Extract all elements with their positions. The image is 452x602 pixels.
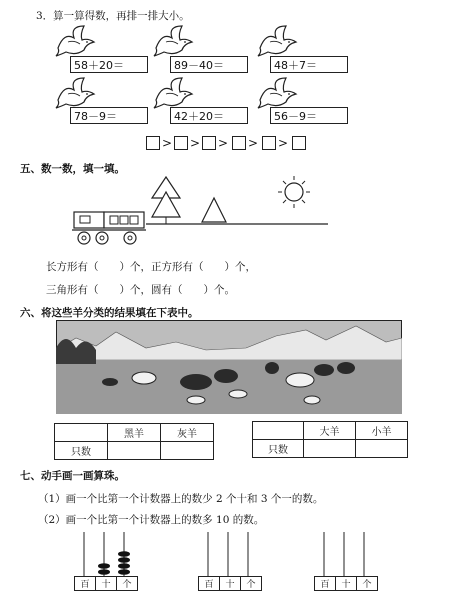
dove-icon bbox=[152, 76, 194, 110]
abacus-bead bbox=[98, 569, 110, 575]
table-header-empty bbox=[253, 422, 304, 440]
equation-box[interactable]: 56－9＝ bbox=[270, 107, 348, 124]
greater-than-sign: > bbox=[278, 136, 289, 150]
abacus-counter-1 bbox=[74, 530, 138, 592]
abacus-counter-2[interactable] bbox=[198, 530, 262, 592]
q6-title: 六、将这些羊分类的结果填在下表中。 bbox=[20, 307, 199, 319]
answer-box[interactable] bbox=[262, 136, 276, 150]
ones-label: 个 bbox=[246, 580, 256, 590]
abacus-bead bbox=[118, 557, 130, 563]
abacus-bead bbox=[118, 569, 130, 575]
abacus-rods bbox=[314, 530, 378, 576]
answer-cell[interactable] bbox=[356, 440, 408, 458]
abacus-counter-3[interactable] bbox=[314, 530, 378, 592]
equation-box[interactable]: 78－9＝ bbox=[70, 107, 148, 124]
equation-box[interactable]: 48＋7＝ bbox=[270, 56, 348, 73]
equation-box[interactable]: 58＋20＝ bbox=[70, 56, 148, 73]
truck-icon bbox=[72, 212, 146, 244]
q7-item2: （2）画一个比第一个计数器上的数多 10 的数。 bbox=[38, 514, 265, 526]
answer-box[interactable] bbox=[174, 136, 188, 150]
hundreds-label: 百 bbox=[315, 577, 336, 590]
place-value-labels bbox=[74, 576, 138, 591]
greater-than-sign: > bbox=[248, 136, 259, 150]
abacus-rods bbox=[198, 530, 262, 576]
abacus-bead bbox=[118, 563, 130, 569]
answer-cell[interactable] bbox=[161, 442, 214, 460]
table-header: 灰羊 bbox=[161, 424, 214, 442]
row-label: 只数 bbox=[55, 442, 108, 460]
q7-title: 七、动手画一画算珠。 bbox=[20, 470, 125, 482]
answer-box[interactable] bbox=[292, 136, 306, 150]
place-value-labels bbox=[198, 576, 262, 591]
tens-label: 十 bbox=[220, 577, 241, 590]
answer-box[interactable] bbox=[202, 136, 216, 150]
tens-label: 十 bbox=[96, 577, 117, 590]
greater-than-sign: > bbox=[218, 136, 229, 150]
answer-cell[interactable] bbox=[304, 440, 356, 458]
abacus-rods bbox=[74, 530, 138, 576]
triangle-tree-icon bbox=[152, 177, 180, 224]
q7-item1: （1）画一个比第一个计数器上的数少 2 个十和 3 个一的数。 bbox=[38, 493, 324, 505]
shapes-picture bbox=[66, 172, 330, 250]
table-header: 小羊 bbox=[356, 422, 408, 440]
greater-than-sign: > bbox=[162, 136, 173, 150]
dove-icon bbox=[152, 24, 194, 58]
abacus-bead bbox=[118, 551, 130, 557]
dove-icon bbox=[54, 24, 96, 58]
greater-than-sign: > bbox=[190, 136, 201, 150]
q5-line2: 三角形有（ ）个，圆有（ ）个。 bbox=[46, 284, 235, 296]
answer-box[interactable] bbox=[146, 136, 160, 150]
sheep-picture bbox=[56, 320, 402, 414]
triangle-icon bbox=[202, 198, 226, 222]
dove-icon bbox=[54, 76, 96, 110]
answer-box[interactable] bbox=[232, 136, 246, 150]
equation-box[interactable]: 42＋20＝ bbox=[170, 107, 248, 124]
hundreds-label: 百 bbox=[75, 577, 96, 590]
dove-icon bbox=[256, 24, 298, 58]
ones-label: 个 bbox=[122, 580, 132, 590]
hundreds-label: 百 bbox=[199, 577, 220, 590]
q5-title: 五、数一数，填一填。 bbox=[20, 163, 125, 175]
dove-icon bbox=[256, 76, 298, 110]
abacus-bead bbox=[98, 563, 110, 569]
q5-line1: 长方形有（ ）个，正方形有（ ）个， bbox=[46, 261, 256, 273]
tens-label: 十 bbox=[336, 577, 357, 590]
sun-icon bbox=[278, 176, 310, 208]
ones-label: 个 bbox=[362, 580, 372, 590]
big-small-sheep-table bbox=[252, 421, 408, 458]
answer-cell[interactable] bbox=[108, 442, 161, 460]
table-header: 大羊 bbox=[304, 422, 356, 440]
table-header-empty bbox=[55, 424, 108, 442]
place-value-labels bbox=[314, 576, 378, 591]
equation-box[interactable]: 89－40＝ bbox=[170, 56, 248, 73]
row-label: 只数 bbox=[253, 440, 304, 458]
black-gray-sheep-table bbox=[54, 423, 214, 460]
table-header: 黑羊 bbox=[108, 424, 161, 442]
q3-title: 3．算一算得数，再排一排大小。 bbox=[36, 10, 190, 22]
